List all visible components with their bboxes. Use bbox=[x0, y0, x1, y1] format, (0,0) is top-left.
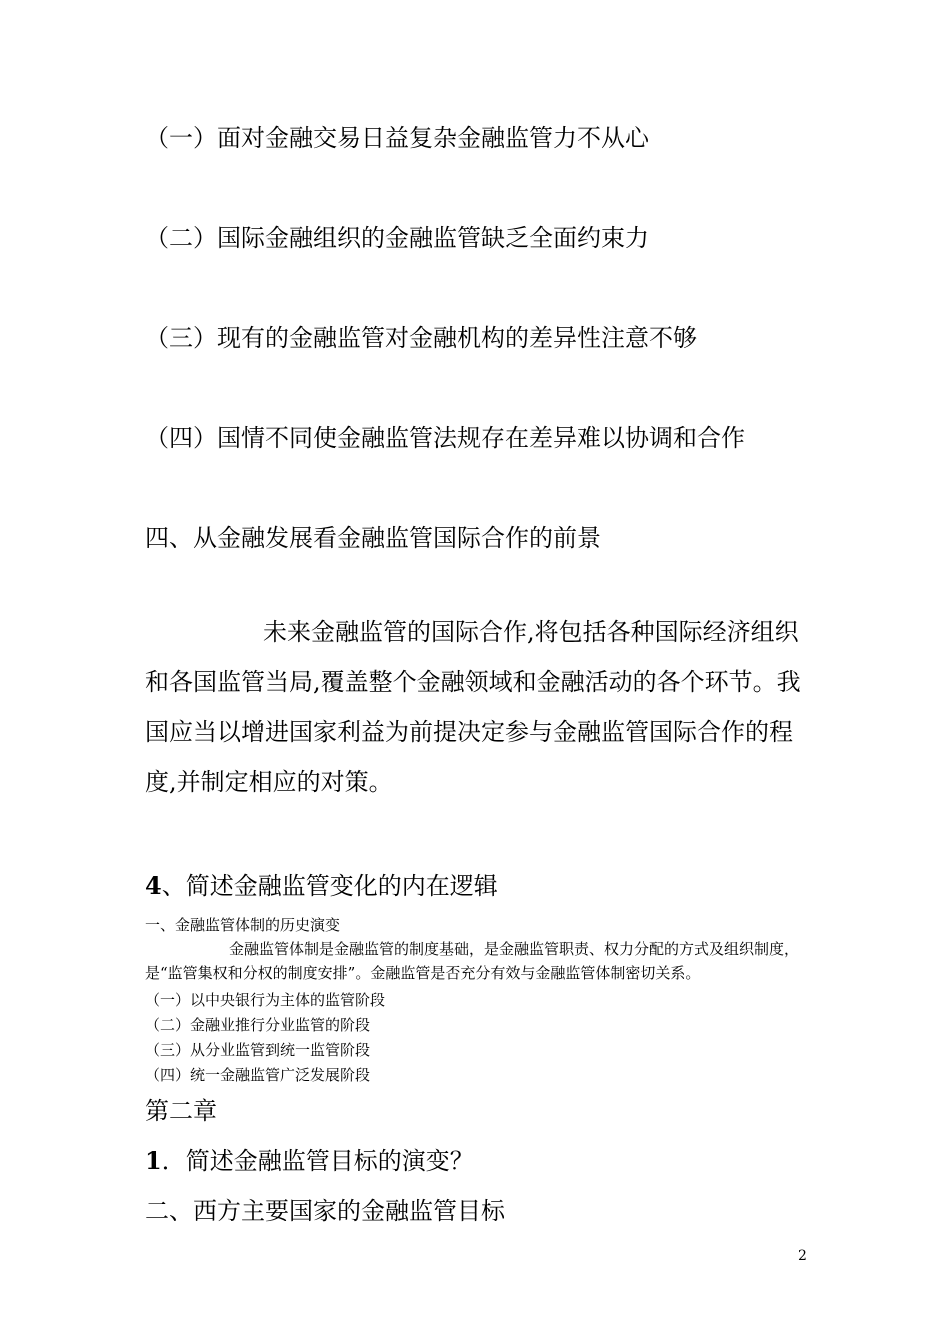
list-item: （四）统一金融监管广泛发展阶段 bbox=[145, 1066, 371, 1084]
section-heading: 二、西方主要国家的金融监管目标 bbox=[145, 1197, 505, 1225]
body-paragraph bbox=[145, 607, 807, 807]
paragraph-text: 金融监管体制是金融监管的制度基础，是金融监管职责、权力分配的方式及组织制度，是“监管集权和分权的制度安排”。金融监管是否充分有效与金融监管体制密切关系。 bbox=[145, 940, 800, 982]
list-item: （三）现有的金融监管对金融机构的差异性注意不够 bbox=[145, 324, 697, 352]
chapter-heading: 第二章 bbox=[145, 1097, 217, 1125]
section-heading: 四、从金融发展看金融监管国际合作的前景 bbox=[145, 524, 601, 552]
question-number: 4 bbox=[145, 871, 162, 900]
subheading: 一、金融监管体制的历史演变 bbox=[145, 916, 341, 934]
question-title: 、简述金融监管变化的内在逻辑 bbox=[161, 872, 498, 900]
list-item: （四）国情不同使金融监管法规存在差异难以协调和合作 bbox=[145, 424, 745, 452]
question-heading bbox=[145, 1141, 474, 1176]
list-item: （一）面对金融交易日益复杂金融监管力不从心 bbox=[145, 124, 649, 152]
page-number: 2 bbox=[798, 1248, 807, 1264]
body-paragraph bbox=[145, 937, 807, 985]
list-item: （二）国际金融组织的金融监管缺乏全面约束力 bbox=[145, 224, 649, 252]
question-heading bbox=[145, 866, 498, 901]
question-title: ．简述金融监管目标的演变？ bbox=[161, 1147, 474, 1175]
question-number: 1 bbox=[145, 1146, 162, 1175]
list-item: （一）以中央银行为主体的监管阶段 bbox=[145, 991, 386, 1009]
list-item: （三）从分业监管到统一监管阶段 bbox=[145, 1041, 371, 1059]
paragraph-text: 未来金融监管的国际合作,将包括各种国际经济组织和各国监管当局,覆盖整个金融领域和金融活动的各个环节。我国应当以增进国家利益为前提决定参与金融监管国际合作的程度,并制定相应的对策。 bbox=[145, 618, 801, 796]
list-item: （二）金融业推行分业监管的阶段 bbox=[145, 1016, 371, 1034]
